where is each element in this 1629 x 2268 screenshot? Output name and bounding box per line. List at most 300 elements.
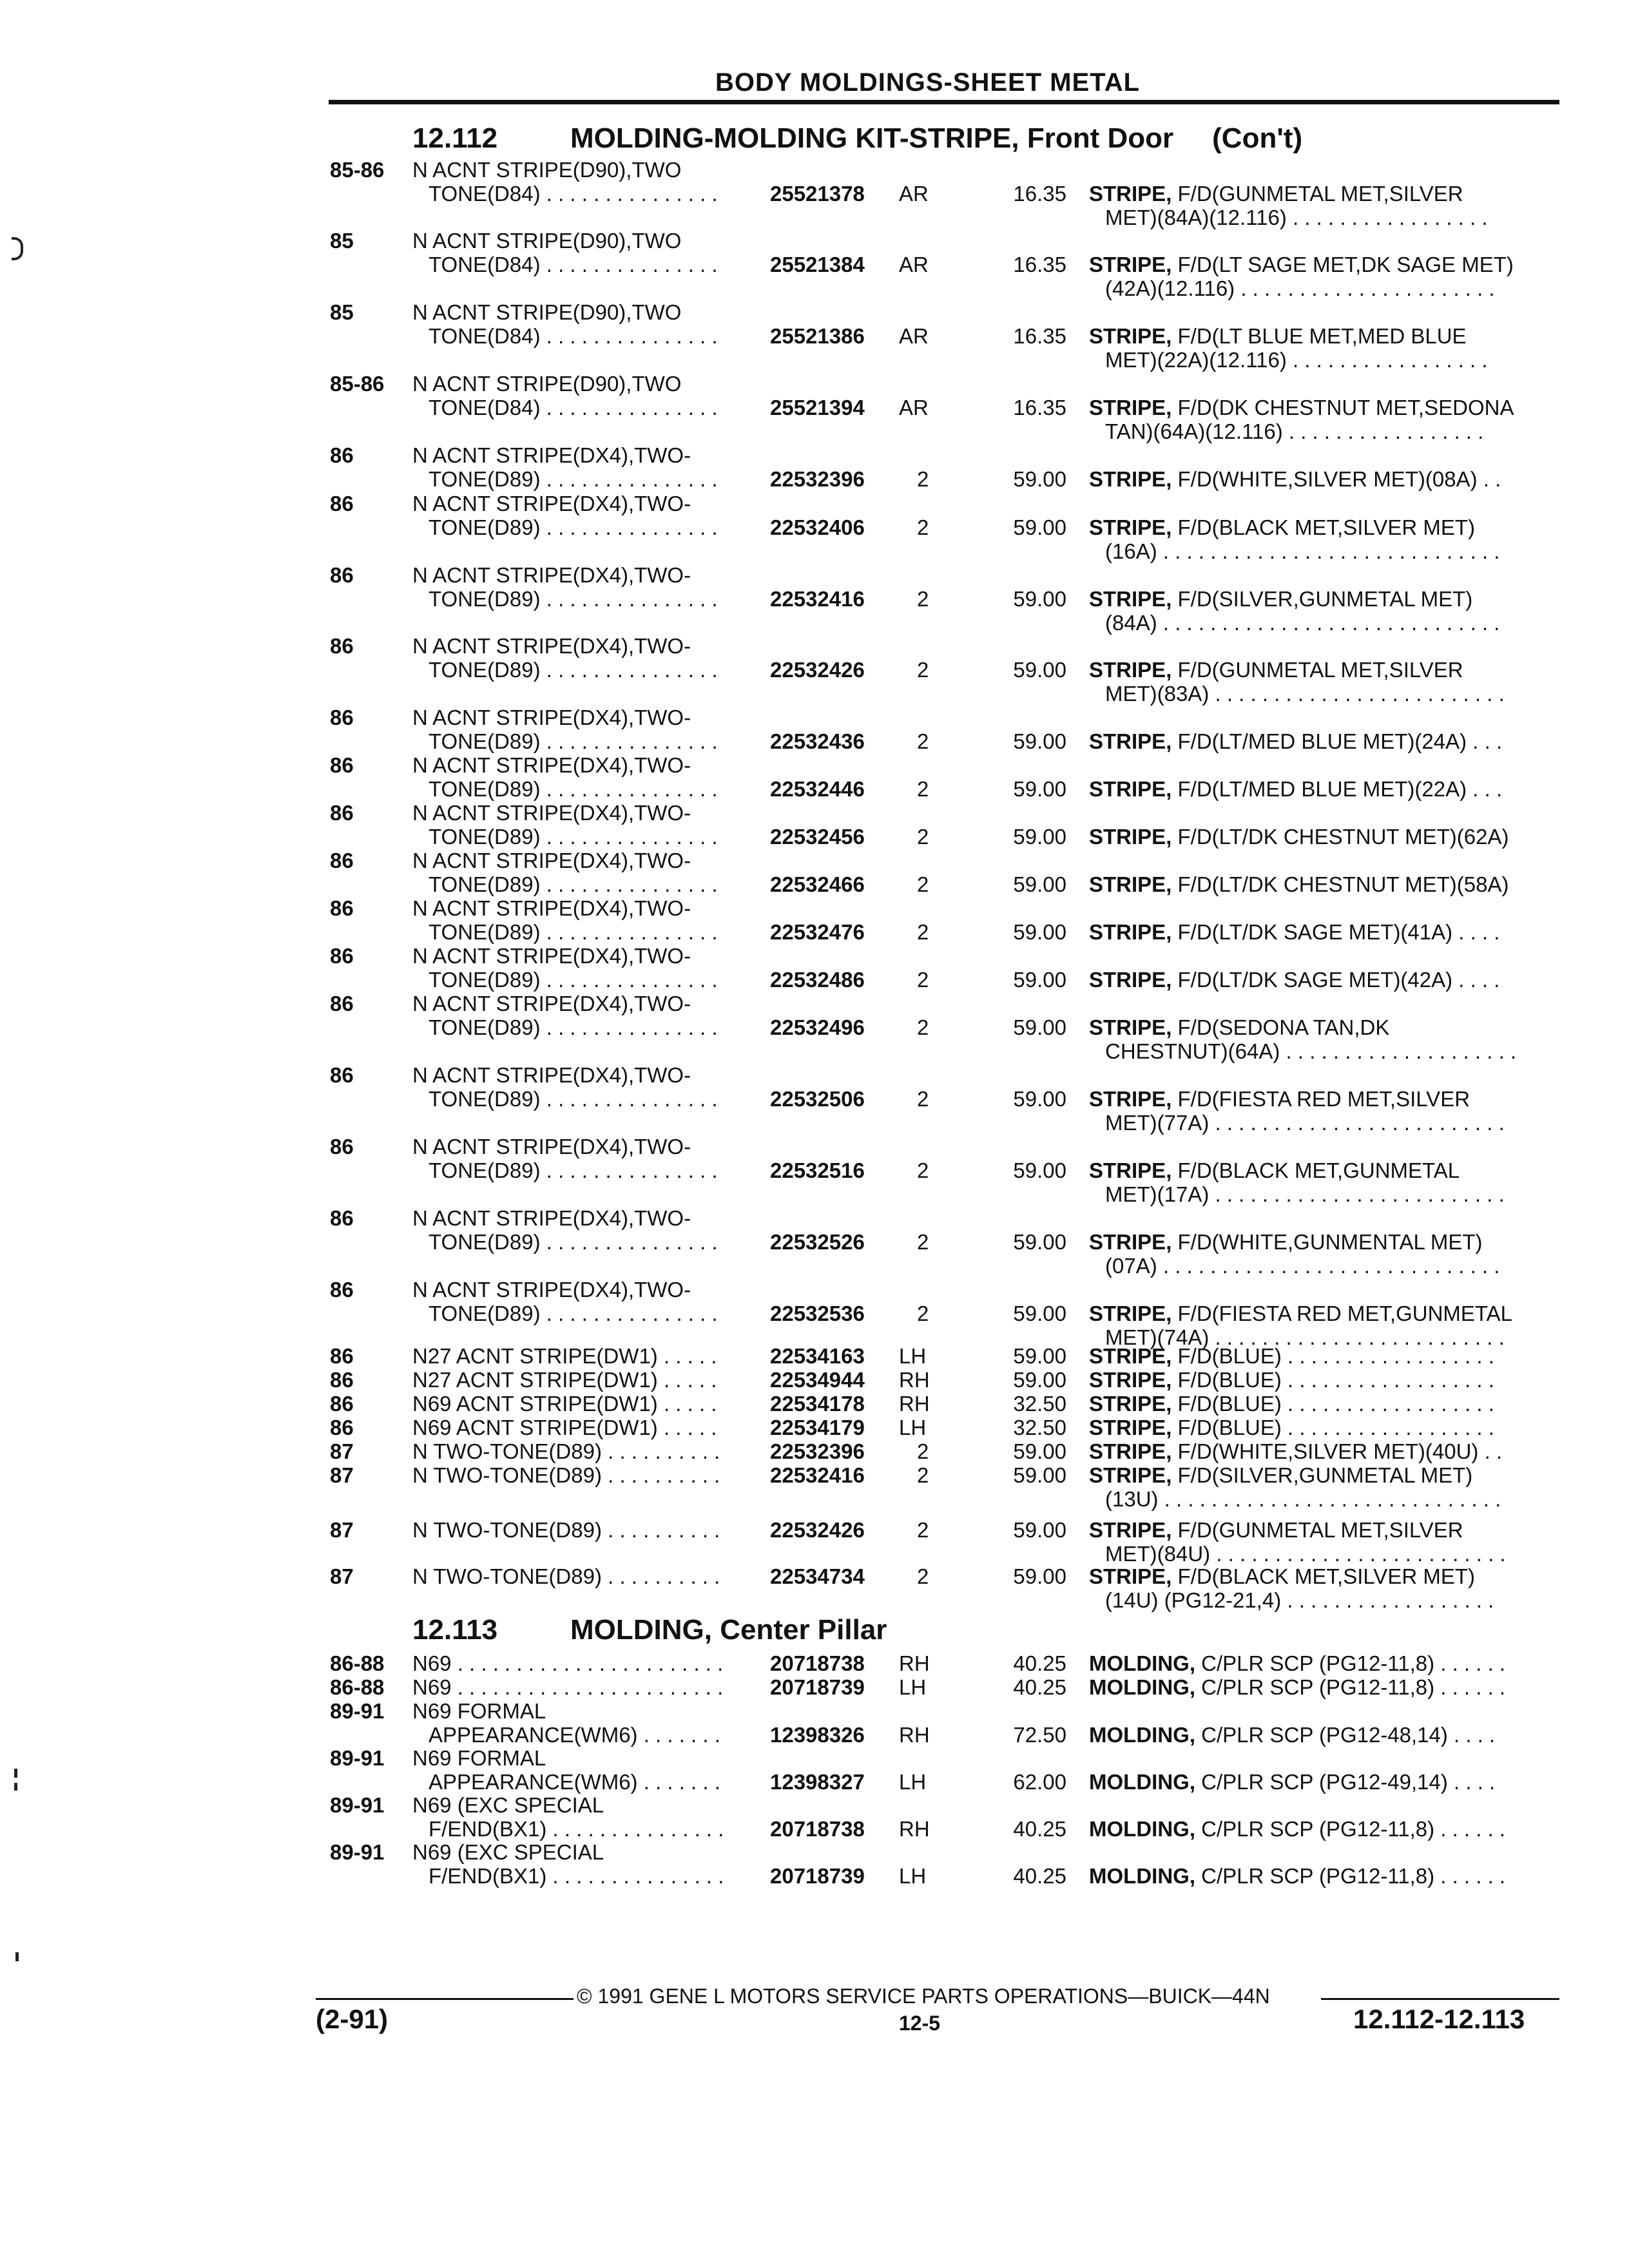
note-line-1 bbox=[1089, 1015, 1559, 1039]
part-number: 22532506 bbox=[770, 1087, 865, 1111]
part-number: 25521378 bbox=[770, 182, 865, 206]
note-line-1 bbox=[1089, 1723, 1559, 1747]
note-rest: F/D(FIESTA RED MET,SILVER bbox=[1171, 1087, 1470, 1111]
model-year: 85-86 bbox=[330, 372, 385, 396]
description-line-2: TONE(D89) . . . . . . . . . . . . . . . bbox=[429, 1230, 718, 1254]
note-rest: F/D(FIESTA RED MET,GUNMETAL bbox=[1171, 1302, 1513, 1325]
note-line-1 bbox=[1089, 1439, 1559, 1463]
quantity: 2 bbox=[917, 825, 929, 849]
note-lead-word: STRIPE, bbox=[1089, 920, 1172, 944]
description-line-1: N69 ACNT STRIPE(DW1) . . . . . bbox=[412, 1392, 717, 1416]
note-rest: C/PLR SCP (PG12-49,14) . . . . bbox=[1195, 1770, 1496, 1794]
model-year: 86 bbox=[330, 492, 354, 515]
part-number: 22534179 bbox=[770, 1416, 865, 1439]
model-year: 86 bbox=[330, 706, 354, 729]
running-head: BODY MOLDINGS-SHEET METAL bbox=[715, 68, 1141, 97]
part-number: 20718739 bbox=[770, 1675, 865, 1699]
price: 59.00 bbox=[1013, 467, 1066, 491]
description-line-1: N ACNT STRIPE(DX4),TWO- bbox=[412, 944, 691, 968]
note-line-2: MET)(83A) . . . . . . . . . . . . . . . . . . . . . . . . . bbox=[1105, 682, 1505, 706]
note-lead-word: STRIPE, bbox=[1089, 1416, 1172, 1439]
model-year: 86 bbox=[330, 944, 354, 968]
note-lead-word: STRIPE, bbox=[1089, 968, 1172, 992]
quantity: LH bbox=[899, 1344, 927, 1368]
note-rest: F/D(BLACK MET,SILVER MET) bbox=[1171, 1564, 1475, 1588]
description-line-2: TONE(D89) . . . . . . . . . . . . . . . bbox=[429, 1087, 718, 1111]
quantity: 2 bbox=[917, 1158, 929, 1182]
model-year: 89-91 bbox=[330, 1840, 385, 1864]
model-year: 86 bbox=[330, 1416, 354, 1439]
description-line-2: TONE(D89) . . . . . . . . . . . . . . . bbox=[429, 467, 718, 491]
model-year: 86-88 bbox=[330, 1651, 385, 1675]
table-row bbox=[0, 492, 1629, 563]
note-rest: F/D(DK CHESTNUT MET,SEDONA bbox=[1171, 396, 1514, 419]
price: 59.00 bbox=[1013, 658, 1066, 682]
price: 59.00 bbox=[1013, 872, 1066, 896]
price: 59.00 bbox=[1013, 1344, 1066, 1368]
price: 16.35 bbox=[1013, 324, 1066, 348]
quantity: 2 bbox=[917, 467, 929, 491]
part-number: 22532496 bbox=[770, 1015, 865, 1039]
model-year: 89-91 bbox=[330, 1793, 385, 1817]
model-year: 85 bbox=[330, 229, 354, 253]
part-number: 22534734 bbox=[770, 1564, 865, 1588]
note-lead-word: STRIPE, bbox=[1089, 1344, 1172, 1368]
table-row bbox=[0, 992, 1629, 1063]
note-line-1 bbox=[1089, 515, 1559, 539]
note-line-1 bbox=[1089, 1463, 1559, 1487]
price: 59.00 bbox=[1013, 1439, 1066, 1463]
note-lead-word: STRIPE, bbox=[1089, 658, 1172, 682]
description-line-1: N69 (EXC SPECIAL bbox=[412, 1793, 604, 1817]
note-rest: F/D(WHITE,SILVER MET)(40U) . . bbox=[1171, 1439, 1503, 1463]
description-line-1: N69 FORMAL bbox=[412, 1746, 546, 1770]
note-rest: F/D(LT SAGE MET,DK SAGE MET) bbox=[1171, 253, 1514, 276]
note-line-2: MET)(74A) . . . . . . . . . . . . . . . . . . . . . . . . . bbox=[1105, 1325, 1505, 1349]
note-lead-word: STRIPE, bbox=[1089, 1158, 1172, 1182]
quantity: RH bbox=[899, 1723, 930, 1747]
note-line-1 bbox=[1089, 182, 1559, 206]
note-rest: F/D(GUNMETAL MET,SILVER bbox=[1171, 1518, 1463, 1542]
model-year: 85 bbox=[330, 300, 354, 324]
description-line-1: N ACNT STRIPE(D90),TWO bbox=[412, 300, 682, 324]
price: 32.50 bbox=[1013, 1392, 1066, 1416]
section-heading bbox=[412, 1614, 887, 1646]
note-rest: F/D(BLUE) . . . . . . . . . . . . . . . . . . bbox=[1171, 1368, 1494, 1392]
note-line-1 bbox=[1089, 1230, 1559, 1254]
description-line-1: N ACNT STRIPE(DX4),TWO- bbox=[412, 801, 691, 825]
description-line-1: N69 ACNT STRIPE(DW1) . . . . . bbox=[412, 1416, 717, 1439]
part-number: 22534178 bbox=[770, 1392, 865, 1416]
part-number: 22532396 bbox=[770, 1439, 865, 1463]
quantity: 2 bbox=[917, 1439, 929, 1463]
price: 59.00 bbox=[1013, 1015, 1066, 1039]
table-row bbox=[0, 1206, 1629, 1278]
quantity: RH bbox=[899, 1817, 930, 1841]
section-title: MOLDING-MOLDING KIT-STRIPE, Front Door bbox=[570, 122, 1174, 154]
model-year: 86 bbox=[330, 563, 354, 587]
part-number: 22532466 bbox=[770, 872, 865, 896]
price: 59.00 bbox=[1013, 1564, 1066, 1588]
price: 59.00 bbox=[1013, 729, 1066, 753]
quantity: AR bbox=[899, 253, 929, 276]
price: 59.00 bbox=[1013, 1087, 1066, 1111]
table-row bbox=[0, 1278, 1629, 1349]
part-number: 22532456 bbox=[770, 825, 865, 849]
quantity: AR bbox=[899, 324, 929, 348]
quantity: AR bbox=[899, 396, 929, 419]
price: 16.35 bbox=[1013, 396, 1066, 419]
quantity: 2 bbox=[917, 1230, 929, 1254]
note-rest: F/D(LT/DK CHESTNUT MET)(58A) bbox=[1171, 872, 1509, 896]
note-lead-word: STRIPE, bbox=[1089, 777, 1172, 801]
note-rest: F/D(LT BLUE MET,MED BLUE bbox=[1171, 324, 1467, 348]
part-number: 22532436 bbox=[770, 729, 865, 753]
description-line-1: N ACNT STRIPE(DX4),TWO- bbox=[412, 753, 691, 777]
price: 72.50 bbox=[1013, 1723, 1066, 1747]
quantity: 2 bbox=[917, 777, 929, 801]
part-number: 22534944 bbox=[770, 1368, 865, 1392]
note-line-1 bbox=[1089, 825, 1559, 849]
part-number: 25521386 bbox=[770, 324, 865, 348]
description-line-1: N69 . . . . . . . . . . . . . . . . . . . . . . . bbox=[412, 1651, 724, 1675]
section-heading bbox=[412, 122, 1302, 155]
note-lead-word: STRIPE, bbox=[1089, 1439, 1172, 1463]
model-year: 86 bbox=[330, 753, 354, 777]
description-line-2: TONE(D89) . . . . . . . . . . . . . . . bbox=[429, 658, 718, 682]
price: 40.25 bbox=[1013, 1864, 1066, 1888]
quantity: 2 bbox=[917, 1087, 929, 1111]
note-rest: C/PLR SCP (PG12-48,14) . . . . bbox=[1195, 1723, 1496, 1747]
description-line-2: TONE(D89) . . . . . . . . . . . . . . . bbox=[429, 825, 718, 849]
quantity: 2 bbox=[917, 1463, 929, 1487]
note-line-1 bbox=[1089, 920, 1559, 944]
description-line-1: N ACNT STRIPE(DX4),TWO- bbox=[412, 896, 691, 920]
quantity: LH bbox=[899, 1416, 927, 1439]
quantity: 2 bbox=[917, 1518, 929, 1542]
model-year: 86 bbox=[330, 801, 354, 825]
description-line-1: N ACNT STRIPE(DX4),TWO- bbox=[412, 1063, 691, 1087]
description-line-1: N ACNT STRIPE(D90),TWO bbox=[412, 229, 682, 253]
part-number: 22532406 bbox=[770, 515, 865, 539]
note-lead-word: STRIPE, bbox=[1089, 1564, 1172, 1588]
section-continued: (Con't) bbox=[1212, 122, 1303, 154]
description-line-2: TONE(D89) . . . . . . . . . . . . . . . bbox=[429, 968, 718, 992]
description-line-1: N TWO-TONE(D89) . . . . . . . . . . bbox=[412, 1463, 720, 1487]
note-lead-word: STRIPE, bbox=[1089, 515, 1172, 539]
note-line-1 bbox=[1089, 1302, 1559, 1325]
quantity: RH bbox=[899, 1368, 930, 1392]
model-year: 86 bbox=[330, 1392, 354, 1416]
note-lead-word: STRIPE, bbox=[1089, 1230, 1172, 1254]
note-line-1 bbox=[1089, 777, 1559, 801]
note-line-1 bbox=[1089, 1368, 1559, 1392]
note-line-1 bbox=[1089, 1564, 1559, 1588]
part-number: 22532536 bbox=[770, 1302, 865, 1325]
model-year: 86-88 bbox=[330, 1675, 385, 1699]
footer-page-number: 12-5 bbox=[899, 2012, 941, 2035]
price: 59.00 bbox=[1013, 1368, 1066, 1392]
note-lead-word: STRIPE, bbox=[1089, 825, 1172, 849]
description-line-2: F/END(BX1) . . . . . . . . . . . . . . . bbox=[429, 1864, 724, 1888]
price: 59.00 bbox=[1013, 968, 1066, 992]
description-line-1: N69 . . . . . . . . . . . . . . . . . . . . . . . bbox=[412, 1675, 724, 1699]
table-row bbox=[0, 634, 1629, 706]
description-line-2: TONE(D89) . . . . . . . . . . . . . . . bbox=[429, 1158, 718, 1182]
description-line-2: TONE(D89) . . . . . . . . . . . . . . . bbox=[429, 1015, 718, 1039]
note-lead-word: STRIPE, bbox=[1089, 396, 1172, 419]
description-line-2: TONE(D89) . . . . . . . . . . . . . . . bbox=[429, 515, 718, 539]
description-line-1: N TWO-TONE(D89) . . . . . . . . . . bbox=[412, 1564, 720, 1588]
note-rest: F/D(SILVER,GUNMETAL MET) bbox=[1171, 1463, 1473, 1487]
description-line-1: N27 ACNT STRIPE(DW1) . . . . . bbox=[412, 1368, 717, 1392]
note-lead-word: STRIPE, bbox=[1089, 253, 1172, 276]
note-line-1 bbox=[1089, 587, 1559, 611]
note-rest: F/D(BLACK MET,SILVER MET) bbox=[1171, 515, 1475, 539]
note-rest: C/PLR SCP (PG12-11,8) . . . . . . bbox=[1195, 1864, 1506, 1888]
note-lead-word: MOLDING, bbox=[1089, 1817, 1195, 1841]
note-rest: C/PLR SCP (PG12-11,8) . . . . . . bbox=[1195, 1817, 1506, 1841]
note-rest: F/D(BLUE) . . . . . . . . . . . . . . . . . . bbox=[1171, 1344, 1494, 1368]
note-lead-word: STRIPE, bbox=[1089, 729, 1172, 753]
quantity: LH bbox=[899, 1675, 927, 1699]
price: 59.00 bbox=[1013, 1518, 1066, 1542]
description-line-1: N ACNT STRIPE(DX4),TWO- bbox=[412, 849, 691, 872]
description-line-2: TONE(D84) . . . . . . . . . . . . . . . bbox=[429, 253, 718, 276]
part-number: 22532426 bbox=[770, 1518, 865, 1542]
note-line-1 bbox=[1089, 1158, 1559, 1182]
description-line-2: TONE(D89) . . . . . . . . . . . . . . . bbox=[429, 587, 718, 611]
note-rest: C/PLR SCP (PG12-11,8) . . . . . . bbox=[1195, 1675, 1506, 1699]
note-line-2: MET)(77A) . . . . . . . . . . . . . . . . . . . . . . . . . bbox=[1105, 1111, 1505, 1135]
quantity: 2 bbox=[917, 515, 929, 539]
footer-copyright: © 1991 GENE L MOTORS SERVICE PARTS OPERATIONS—BUICK—44N bbox=[577, 1984, 1270, 2008]
table-row bbox=[0, 229, 1629, 300]
part-number: 12398326 bbox=[770, 1723, 865, 1747]
description-line-1: N ACNT STRIPE(D90),TWO bbox=[412, 372, 682, 396]
model-year: 87 bbox=[330, 1518, 354, 1542]
scan-mark bbox=[14, 1783, 17, 1791]
model-year: 86 bbox=[330, 1278, 354, 1302]
price: 32.50 bbox=[1013, 1416, 1066, 1439]
quantity: 2 bbox=[917, 587, 929, 611]
price: 59.00 bbox=[1013, 920, 1066, 944]
description-line-2: TONE(D84) . . . . . . . . . . . . . . . bbox=[429, 396, 718, 419]
description-line-2: APPEARANCE(WM6) . . . . . . . bbox=[429, 1770, 720, 1794]
note-line-1 bbox=[1089, 467, 1559, 491]
price: 59.00 bbox=[1013, 825, 1066, 849]
model-year: 86 bbox=[330, 1344, 354, 1368]
model-year: 86 bbox=[330, 1135, 354, 1158]
footer-rule-left bbox=[316, 1998, 574, 2000]
part-number: 22532526 bbox=[770, 1230, 865, 1254]
note-lead-word: STRIPE, bbox=[1089, 467, 1172, 491]
description-line-2: TONE(D89) . . . . . . . . . . . . . . . bbox=[429, 729, 718, 753]
note-lead-word: STRIPE, bbox=[1089, 872, 1172, 896]
price: 40.25 bbox=[1013, 1675, 1066, 1699]
header-rule bbox=[329, 100, 1559, 104]
note-line-2: TAN)(64A)(12.116) . . . . . . . . . . . . . . . . . bbox=[1105, 419, 1484, 443]
quantity: RH bbox=[899, 1651, 930, 1675]
note-lead-word: STRIPE, bbox=[1089, 1302, 1172, 1325]
footer-rule-right bbox=[1321, 1998, 1559, 2000]
part-number: 22532446 bbox=[770, 777, 865, 801]
note-lead-word: STRIPE, bbox=[1089, 1087, 1172, 1111]
note-line-1 bbox=[1089, 324, 1559, 348]
description-line-2: TONE(D89) . . . . . . . . . . . . . . . bbox=[429, 1302, 718, 1325]
model-year: 87 bbox=[330, 1564, 354, 1588]
note-line-1 bbox=[1089, 729, 1559, 753]
note-lead-word: MOLDING, bbox=[1089, 1770, 1195, 1794]
note-lead-word: STRIPE, bbox=[1089, 1015, 1172, 1039]
model-year: 86 bbox=[330, 443, 354, 467]
note-rest: F/D(GUNMETAL MET,SILVER bbox=[1171, 182, 1463, 206]
note-rest: F/D(LT/DK SAGE MET)(41A) . . . . bbox=[1171, 920, 1500, 944]
description-line-2: TONE(D89) . . . . . . . . . . . . . . . bbox=[429, 920, 718, 944]
description-line-1: N ACNT STRIPE(DX4),TWO- bbox=[412, 1278, 691, 1302]
note-line-1 bbox=[1089, 396, 1559, 419]
quantity: 2 bbox=[917, 1015, 929, 1039]
note-rest: F/D(WHITE,GUNMENTAL MET) bbox=[1171, 1230, 1483, 1254]
section-number: 12.113 bbox=[412, 1614, 498, 1646]
note-lead-word: STRIPE, bbox=[1089, 182, 1172, 206]
note-rest: F/D(LT/DK SAGE MET)(42A) . . . . bbox=[1171, 968, 1500, 992]
note-rest: F/D(BLACK MET,GUNMETAL bbox=[1171, 1158, 1460, 1182]
price: 59.00 bbox=[1013, 777, 1066, 801]
quantity: 2 bbox=[917, 920, 929, 944]
price: 59.00 bbox=[1013, 1302, 1066, 1325]
part-number: 22532416 bbox=[770, 587, 865, 611]
description-line-1: N69 (EXC SPECIAL bbox=[412, 1840, 604, 1864]
description-line-1: N ACNT STRIPE(D90),TWO bbox=[412, 158, 682, 182]
note-line-1 bbox=[1089, 253, 1559, 276]
model-year: 89-91 bbox=[330, 1699, 385, 1723]
note-line-2: (16A) . . . . . . . . . . . . . . . . . . . . . . . . . . . . . bbox=[1105, 539, 1500, 563]
description-line-2: TONE(D84) . . . . . . . . . . . . . . . bbox=[429, 324, 718, 348]
table-row bbox=[0, 563, 1629, 635]
note-lead-word: MOLDING, bbox=[1089, 1651, 1195, 1675]
model-year: 86 bbox=[330, 1206, 354, 1230]
part-number: 22532476 bbox=[770, 920, 865, 944]
part-number: 22532426 bbox=[770, 658, 865, 682]
table-row bbox=[0, 372, 1629, 443]
note-lead-word: STRIPE, bbox=[1089, 324, 1172, 348]
table-row bbox=[0, 158, 1629, 229]
note-line-1 bbox=[1089, 1087, 1559, 1111]
price: 16.35 bbox=[1013, 182, 1066, 206]
price: 59.00 bbox=[1013, 587, 1066, 611]
note-line-2: (42A)(12.116) . . . . . . . . . . . . . . . . . . . . . . bbox=[1105, 276, 1495, 300]
part-number: 20718738 bbox=[770, 1651, 865, 1675]
note-line-1 bbox=[1089, 968, 1559, 992]
section-title: MOLDING, Center Pillar bbox=[570, 1614, 887, 1646]
note-line-2: (07A) . . . . . . . . . . . . . . . . . . . . . . . . . . . . . bbox=[1105, 1254, 1500, 1278]
note-line-1 bbox=[1089, 1518, 1559, 1542]
quantity: RH bbox=[899, 1392, 930, 1416]
description-line-1: N ACNT STRIPE(DX4),TWO- bbox=[412, 634, 691, 658]
part-number: 22532516 bbox=[770, 1158, 865, 1182]
table-row bbox=[0, 300, 1629, 372]
note-line-2: MET)(17A) . . . . . . . . . . . . . . . . . . . . . . . . . bbox=[1105, 1182, 1505, 1206]
note-line-2: CHESTNUT)(64A) . . . . . . . . . . . . . . . . . . . . bbox=[1105, 1039, 1517, 1063]
model-year: 86 bbox=[330, 1063, 354, 1087]
table-row bbox=[0, 1463, 1629, 1521]
note-lead-word: MOLDING, bbox=[1089, 1864, 1195, 1888]
note-line-2: MET)(22A)(12.116) . . . . . . . . . . . . . . . . . bbox=[1105, 348, 1488, 372]
note-rest: F/D(LT/DK CHESTNUT MET)(62A) bbox=[1171, 825, 1509, 849]
note-line-1 bbox=[1089, 1770, 1559, 1794]
description-line-1: N ACNT STRIPE(DX4),TWO- bbox=[412, 1135, 691, 1158]
description-line-2: TONE(D89) . . . . . . . . . . . . . . . bbox=[429, 872, 718, 896]
price: 59.00 bbox=[1013, 1158, 1066, 1182]
part-number: 25521394 bbox=[770, 396, 865, 419]
quantity: LH bbox=[899, 1864, 927, 1888]
note-rest: F/D(SEDONA TAN,DK bbox=[1171, 1015, 1390, 1039]
note-lead-word: STRIPE, bbox=[1089, 587, 1172, 611]
price: 40.25 bbox=[1013, 1817, 1066, 1841]
table-row bbox=[0, 1840, 1629, 1898]
note-line-1 bbox=[1089, 872, 1559, 896]
note-line-1 bbox=[1089, 1344, 1559, 1368]
note-line-2: MET)(84A)(12.116) . . . . . . . . . . . . . . . . . bbox=[1105, 206, 1488, 229]
part-number: 12398327 bbox=[770, 1770, 865, 1794]
price: 59.00 bbox=[1013, 515, 1066, 539]
note-line-2: (84A) . . . . . . . . . . . . . . . . . . . . . . . . . . . . . bbox=[1105, 611, 1500, 635]
note-lead-word: MOLDING, bbox=[1089, 1723, 1195, 1747]
part-number: 20718739 bbox=[770, 1864, 865, 1888]
model-year: 85-86 bbox=[330, 158, 385, 182]
note-lead-word: STRIPE, bbox=[1089, 1392, 1172, 1416]
description-line-1: N TWO-TONE(D89) . . . . . . . . . . bbox=[412, 1518, 720, 1542]
note-lead-word: STRIPE, bbox=[1089, 1518, 1172, 1542]
note-rest: F/D(SILVER,GUNMETAL MET) bbox=[1171, 587, 1473, 611]
note-line-2: (14U) (PG12-21,4) . . . . . . . . . . . . . . . . . . bbox=[1105, 1588, 1494, 1612]
note-line-1 bbox=[1089, 1651, 1559, 1675]
note-line-2: (13U) . . . . . . . . . . . . . . . . . . . . . . . . . . . . . bbox=[1105, 1487, 1501, 1511]
note-line-1 bbox=[1089, 1392, 1559, 1416]
note-rest: F/D(WHITE,SILVER MET)(08A) . . bbox=[1171, 467, 1501, 491]
description-line-1: N TWO-TONE(D89) . . . . . . . . . . bbox=[412, 1439, 720, 1463]
part-number: 22534163 bbox=[770, 1344, 865, 1368]
note-line-1 bbox=[1089, 1864, 1559, 1888]
footer-date: (2-91) bbox=[316, 2004, 389, 2034]
note-rest: C/PLR SCP (PG12-11,8) . . . . . . bbox=[1195, 1651, 1506, 1675]
description-line-1: N ACNT STRIPE(DX4),TWO- bbox=[412, 992, 691, 1015]
table-row bbox=[0, 1063, 1629, 1135]
price: 59.00 bbox=[1013, 1230, 1066, 1254]
model-year: 86 bbox=[330, 634, 354, 658]
note-lead-word: STRIPE, bbox=[1089, 1368, 1172, 1392]
section-number: 12.112 bbox=[412, 122, 498, 154]
note-rest: F/D(BLUE) . . . . . . . . . . . . . . . . . . bbox=[1171, 1416, 1494, 1439]
part-number: 20718738 bbox=[770, 1817, 865, 1841]
description-line-1: N ACNT STRIPE(DX4),TWO- bbox=[412, 443, 691, 467]
note-line-1 bbox=[1089, 1416, 1559, 1439]
description-line-1: N69 FORMAL bbox=[412, 1699, 546, 1723]
note-rest: F/D(LT/MED BLUE MET)(22A) . . . bbox=[1171, 777, 1503, 801]
description-line-1: N ACNT STRIPE(DX4),TWO- bbox=[412, 706, 691, 729]
description-line-1: N ACNT STRIPE(DX4),TWO- bbox=[412, 563, 691, 587]
description-line-2: APPEARANCE(WM6) . . . . . . . bbox=[429, 1723, 720, 1747]
quantity: AR bbox=[899, 182, 929, 206]
model-year: 89-91 bbox=[330, 1746, 385, 1770]
price: 40.25 bbox=[1013, 1651, 1066, 1675]
quantity: 2 bbox=[917, 968, 929, 992]
part-number: 22532416 bbox=[770, 1463, 865, 1487]
part-number: 22532396 bbox=[770, 467, 865, 491]
scan-mark bbox=[15, 1952, 19, 1961]
quantity: 2 bbox=[917, 729, 929, 753]
